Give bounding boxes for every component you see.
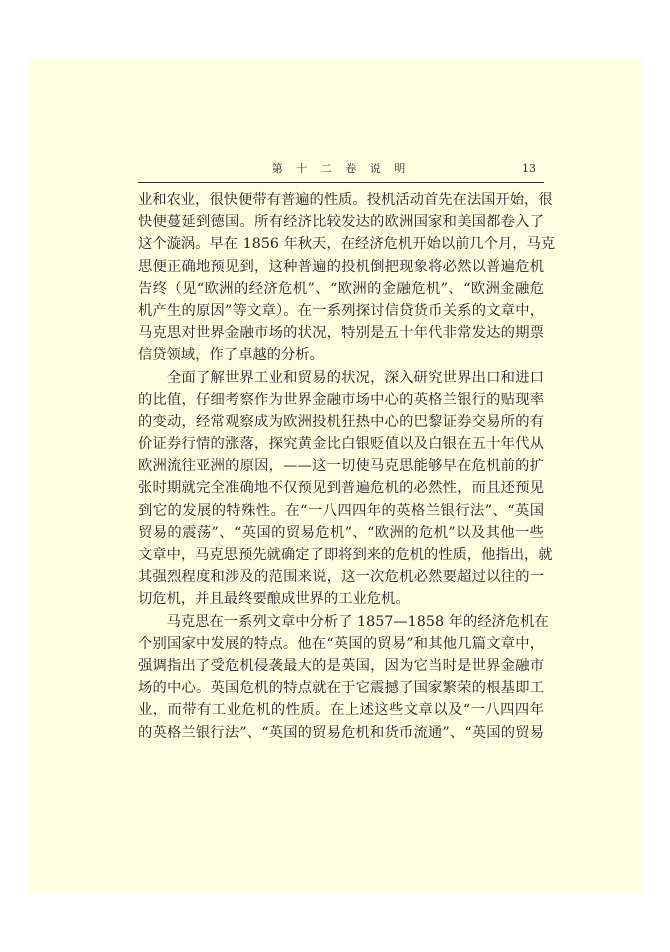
body-text: [138, 189, 556, 744]
text-line: 业，而带有工业危机的性质。在上述这些文章以及“一八四四年: [138, 702, 544, 719]
text-line: 个别国家中发展的特点。他在“英国的贸易”和其他几篇文章中，: [138, 635, 544, 652]
text-line: 这个漩涡。早在 1856 年秋天，在经济危机开始以前几个月，马克: [138, 236, 556, 253]
text-line: 贸易的震荡”、“英国的贸易危机”、“欧洲的危机”以及其他一些: [138, 524, 544, 541]
header-rule: [138, 182, 544, 183]
text-line: 欧洲流往亚洲的原因，——这一切使马克思能够早在危机前的扩: [138, 458, 544, 475]
text-line: 文章中，马克思预先就确定了即将到来的危机的性质，他指出，就: [138, 547, 553, 563]
text-line: 到它的发展的特殊性。在“一八四四年的英格兰银行法”、“英国: [138, 502, 544, 519]
text-line: 张时期就完全准确地不仅预见到普遍危机的必然性，而且还预见: [138, 480, 544, 497]
text-line: 价证券行情的涨落，探究黄金比白银贬值以及白银在五十年代从: [138, 436, 544, 453]
text-line: 快便蔓延到德国。所有经济比较发达的欧洲国家和美国都卷入了: [138, 214, 544, 231]
text-line: 的变动，经常观察成为欧洲投机狂热中心的巴黎证券交易所的有: [138, 413, 544, 430]
running-header: [138, 162, 544, 182]
text-line: 的比值，仔细考察作为世界金融市场中心的英格兰银行的贴现率: [138, 391, 544, 408]
text-line: 思便正确地预见到，这种普遍的投机倒把现象将必然以普遍危机: [138, 258, 544, 275]
text-line: 业和农业，很快便带有普遍的性质。投机活动首先在法国开始，很: [138, 192, 553, 208]
text-line: 的英格兰银行法”、“英国的贸易危机和货币流通”、“英国的贸易: [138, 724, 544, 741]
text-line: 切危机，并且最终要酿成世界的工业危机。: [138, 591, 410, 608]
text-line: 全面了解世界工业和贸易的状况，深入研究世界出口和进口: [138, 369, 544, 386]
page-number: 13: [522, 162, 536, 175]
text-line: 马克思对世界金融市场的状况，特别是五十年代非常发达的期票: [138, 325, 544, 342]
text-line: 马克思在一系列文章中分析了 1857—1858 年的经济危机在: [138, 613, 549, 630]
text-line: 信贷领域，作了卓越的分析。: [138, 347, 324, 364]
text-line: 其强烈程度和涉及的范围来说，这一次危机必然要超过以往的一: [138, 569, 544, 586]
text-line: 机产生的原因”等文章）。在一系列探讨信贷货币关系的文章中，: [138, 302, 544, 319]
header-title: 第 十 二 卷 说 明: [271, 162, 411, 175]
text-line: 告终（见“欧洲的经济危机”、“欧洲的金融危机”、“欧洲金融危: [138, 280, 544, 297]
text-line: 强调指出了受危机侵袭最大的是英国，因为它当时是世界金融市: [138, 657, 544, 674]
text-line: 场的中心。英国危机的特点就在于它震撼了国家繁荣的根基即工: [138, 680, 544, 697]
